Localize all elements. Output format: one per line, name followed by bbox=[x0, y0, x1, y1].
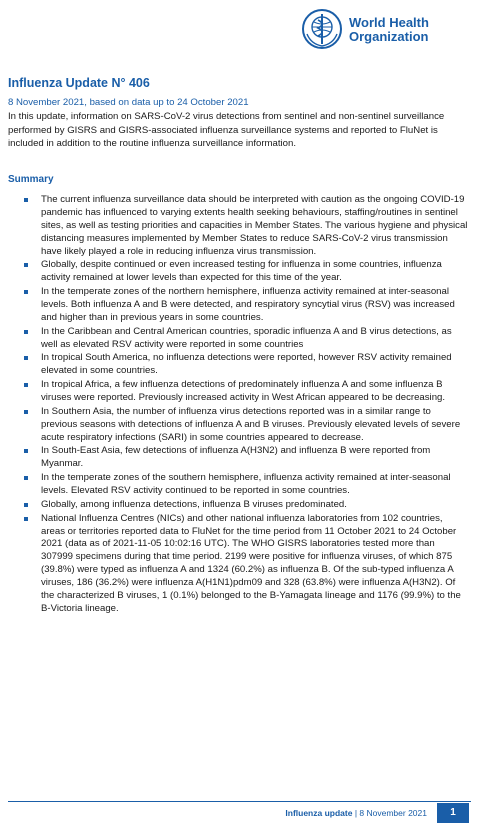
date-line: 8 November 2021, based on data up to 24 October 2021 bbox=[8, 97, 249, 108]
bullet-square-icon bbox=[24, 517, 28, 521]
list-item bbox=[24, 472, 468, 498]
bullet-square-icon bbox=[24, 383, 28, 387]
list-item bbox=[24, 326, 468, 352]
list-item bbox=[24, 406, 468, 445]
footer-separator: | bbox=[354, 808, 358, 818]
list-item bbox=[24, 194, 468, 259]
list-item-text: In the temperate zones of the northern hemisphere, influenza activity remained at inter-seasonal levels. Both influenza A and B were detected, and respiratory syncytial virus (RSV) was increased and higher than in previous years in some countries. bbox=[41, 286, 455, 323]
who-emblem-icon bbox=[301, 8, 343, 50]
page-title: Influenza Update N° 406 bbox=[8, 76, 150, 90]
list-item-text: In the temperate zones of the southern hemisphere, influenza activity remained at inter-seasonal levels. Elevated RSV activity continued to be reported in some countries. bbox=[41, 472, 451, 497]
footer-divider bbox=[8, 801, 471, 802]
bullet-square-icon bbox=[24, 198, 28, 202]
list-item-text: In tropical South America, no influenza detections were reported, however RSV activity remained elevated in some countries. bbox=[41, 352, 452, 377]
summary-heading: Summary bbox=[8, 174, 54, 185]
list-item bbox=[24, 499, 468, 512]
list-item bbox=[24, 259, 468, 285]
bullet-square-icon bbox=[24, 476, 28, 480]
org-name-line1: World Health bbox=[349, 15, 429, 30]
list-item-text: The current influenza surveillance data should be interpreted with caution as the ongoing COVID-19 pandemic has influenced to varying extents health seeking behaviours, staffing/routines in sentinel sites, as well as testing priorities and capacities in Member States. The various hygiene and physical distancing measures implemented by Member States to reduce SARS-CoV-2 virus transmission have likely played a role in reducing influenza virus transmission. bbox=[41, 194, 468, 257]
bullet-square-icon bbox=[24, 330, 28, 334]
bullet-square-icon bbox=[24, 503, 28, 507]
who-logo bbox=[301, 7, 471, 51]
org-name-line2: Organization bbox=[349, 29, 429, 44]
list-item-text: Globally, among influenza detections, influenza B viruses predominated. bbox=[41, 498, 347, 510]
list-item bbox=[24, 286, 468, 325]
page-number: 1 bbox=[437, 803, 469, 823]
footer-date: 8 November 2021 bbox=[359, 808, 427, 818]
list-item bbox=[24, 379, 468, 405]
bullet-square-icon bbox=[24, 263, 28, 267]
org-name bbox=[349, 16, 429, 44]
list-item-text: In South-East Asia, few detections of influenza A(H3N2) and influenza B were reported from Myanmar. bbox=[41, 445, 431, 470]
bullet-square-icon bbox=[24, 290, 28, 294]
bullet-square-icon bbox=[24, 410, 28, 414]
list-item bbox=[24, 352, 468, 378]
list-item-text: In tropical Africa, a few influenza detections of predominately influenza A and some influenza B viruses were reported. Previously increased activity in West African appeared to be decreasing. bbox=[41, 379, 446, 404]
summary-list bbox=[24, 194, 468, 617]
list-item-text: National Influenza Centres (NICs) and other national influenza laboratories from 102 countries, areas or territories reported data to FluNet for the time period from 11 October 2021 to 24 October 2021 (data as of 2021-11-05 10:02:16 UTC). The WHO GISRS laboratories tested more than 307999 specimens during that time period. 2199 were positive for influenza viruses, of which 875 (39.8%) were typed as influenza A and 1324 (60.2%) as influenza B. Of the sub-typed influenza A viruses, 186 (36.2%) were influenza A(H1N1)pdm09 and 328 (63.8%) were influenza A(H3N2). Of the characterized B viruses, 1 (0.1%) belonged to the B-Yamagata lineage and 1176 (99.9%) to the B-Victoria lineage. bbox=[41, 512, 461, 614]
footer-left: Influenza update bbox=[285, 808, 353, 818]
list-item-text: In the Caribbean and Central American countries, sporadic influenza A and B virus detections, as well as elevated RSV activity were reported in some countries bbox=[41, 325, 452, 350]
list-item-text: Globally, despite continued or even increased testing for influenza in some countries, influenza activity remained at lower levels than expected for this time of the year. bbox=[41, 259, 442, 284]
bullet-square-icon bbox=[24, 449, 28, 453]
bullet-square-icon bbox=[24, 356, 28, 360]
list-item bbox=[24, 513, 468, 616]
intro-paragraph: In this update, information on SARS-CoV-2 virus detections from sentinel and non-sentinel surveillance performed by GISRS and GISRS-associated influenza surveillance systems and reported to FluNet is included in addition to the routine influenza surveillance information. bbox=[8, 111, 445, 149]
list-item bbox=[24, 445, 468, 471]
footer-text bbox=[285, 808, 427, 818]
list-item-text: In Southern Asia, the number of influenza virus detections reported was in a similar range to previous seasons with detections of influenza A and B viruses. Previously elevated levels of severe acute respiratory infections (SARI) in some countries appeared to decrease. bbox=[41, 405, 461, 443]
